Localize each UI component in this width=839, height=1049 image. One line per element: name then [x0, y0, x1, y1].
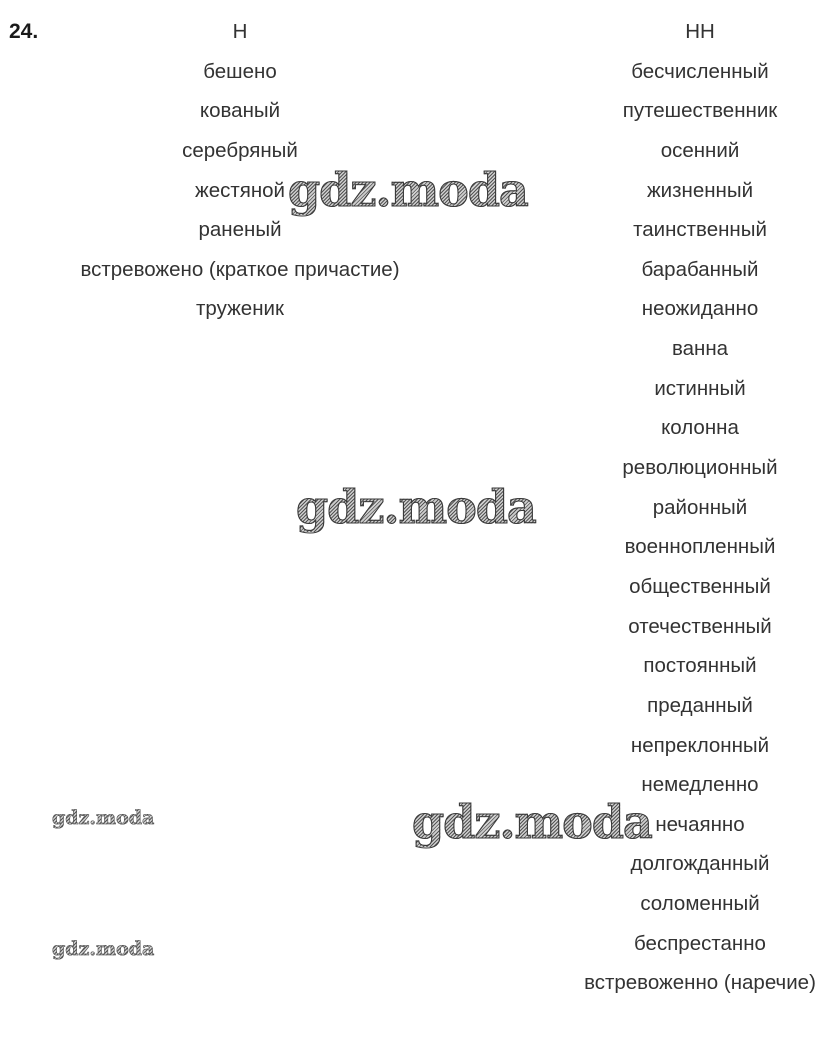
double-n-word: колонна: [661, 416, 739, 440]
single-n-word: жестяной: [194, 178, 286, 202]
watermark: gdz.moda: [52, 938, 155, 960]
double-n-word: путешественник: [622, 99, 778, 123]
double-n-word: соломенный: [640, 892, 760, 916]
double-n-column: [560, 17, 839, 1008]
exercise-number: 24.: [9, 20, 39, 43]
single-n-word: раненый: [198, 218, 282, 242]
single-n-word: бешено: [203, 59, 277, 83]
watermark: gdz.moda: [288, 163, 528, 217]
double-n-word: районный: [652, 495, 748, 519]
single-n-header: Н: [232, 20, 248, 43]
double-n-word: преданный: [647, 693, 753, 717]
double-n-word: ванна: [671, 337, 729, 361]
double-n-word: беспрестанно: [634, 931, 766, 955]
single-n-word: кованый: [199, 99, 281, 123]
single-n-word: труженик: [196, 297, 284, 321]
double-n-header: НН: [685, 20, 715, 43]
double-n-word: бесчисленный: [631, 59, 769, 83]
double-n-word: революционный: [622, 456, 778, 480]
double-n-word: барабанный: [641, 257, 759, 281]
double-n-word: общественный: [629, 574, 771, 598]
double-n-word: истинный: [654, 376, 746, 400]
watermark: gdz.moda: [296, 480, 536, 534]
double-n-word: таинственный: [633, 218, 767, 242]
double-n-word: немедленно: [641, 773, 759, 797]
double-n-word: непреклонный: [630, 733, 770, 757]
double-n-word: встревоженно (наречие): [584, 971, 816, 995]
single-n-word: серебряный: [182, 138, 298, 162]
single-n-word: встревожено (краткое причастие): [80, 257, 400, 281]
double-n-word: постоянный: [643, 654, 757, 678]
double-n-word: неожиданно: [641, 297, 759, 321]
double-n-word: жизненный: [646, 178, 754, 202]
double-n-word: военнопленный: [624, 535, 776, 559]
double-n-word: осенний: [660, 138, 740, 162]
watermark: gdz.moda: [52, 807, 155, 829]
double-n-word: долгожданный: [630, 852, 770, 876]
double-n-word: нечаянно: [655, 812, 745, 836]
double-n-word: отечественный: [628, 614, 772, 638]
watermark: gdz.moda: [412, 795, 652, 849]
